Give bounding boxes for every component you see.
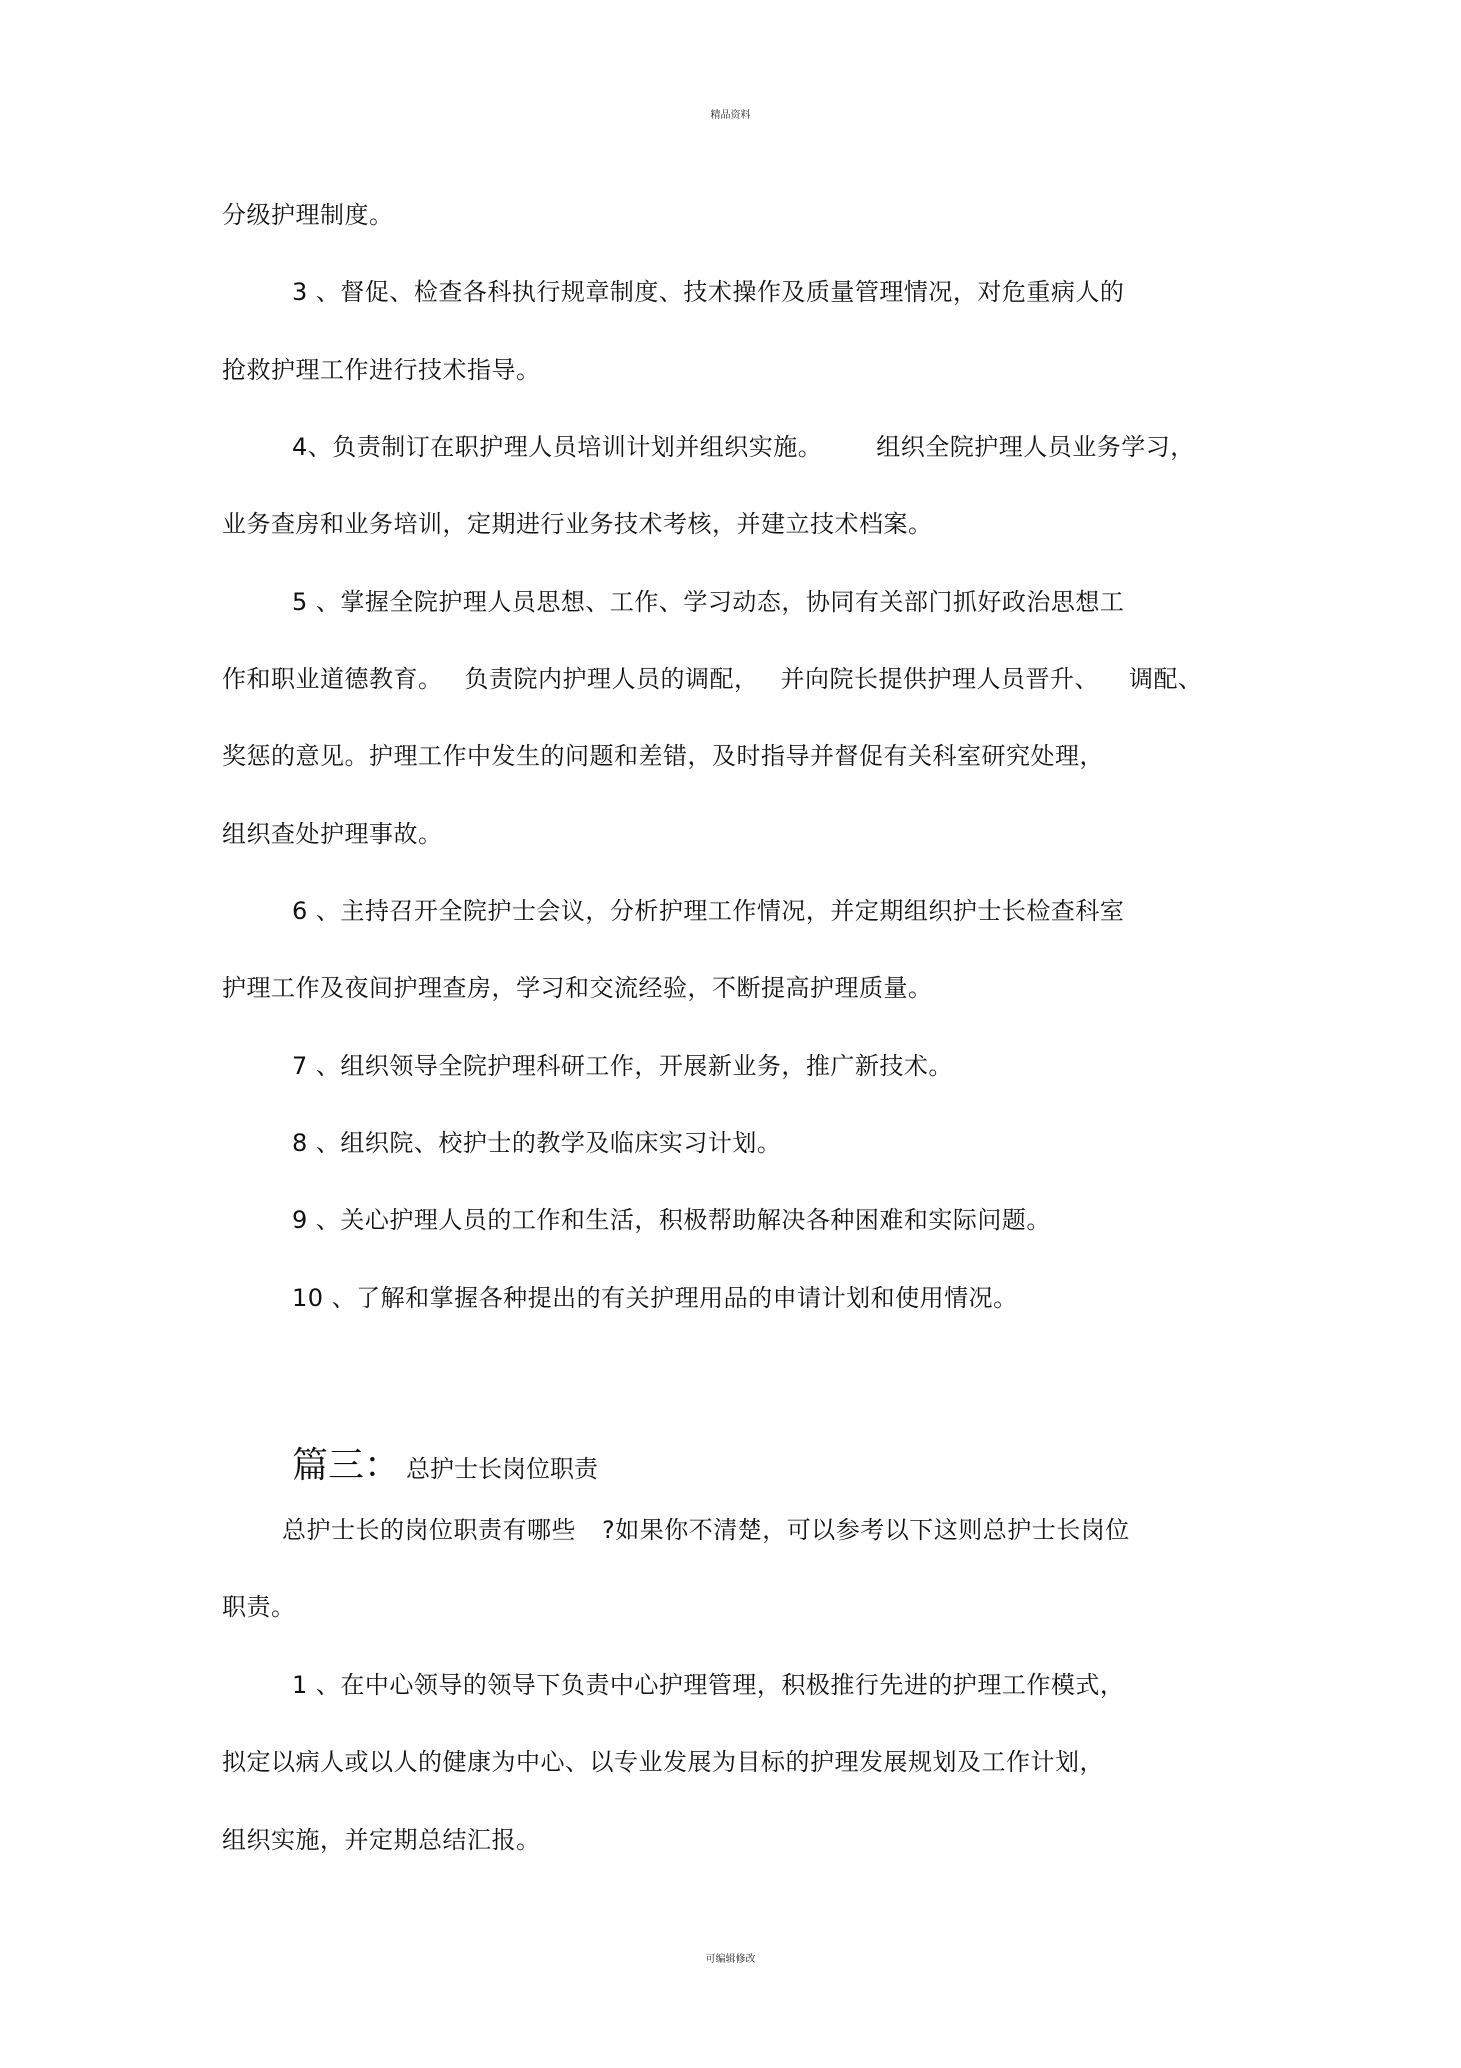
text-segment: 总护士长的岗位职责有哪些 (282, 1516, 576, 1544)
text-line: 组织查处护理事故。 (222, 820, 443, 848)
text-line: 7 、组织领导全院护理科研工作，开展新业务，推广新技术。 (292, 1052, 953, 1080)
text-line: 组织实施，并定期总结汇报。 (222, 1826, 541, 1854)
text-line: 护理工作及夜间护理查房，学习和交流经验，不断提高护理质量。 (222, 974, 933, 1002)
text-segment: 调配、 (1129, 665, 1203, 693)
text-segment: 组织全院护理人员业务学习， (876, 433, 1195, 461)
text-segment: ?如果你不清楚，可以参考以下这则总护士长岗位 (602, 1516, 1130, 1544)
text-line: 职责。 (222, 1593, 296, 1621)
text-segment: 负责院内护理人员的调配， (464, 665, 759, 693)
text-line: 1 、在中心领导的领导下负责中心护理管理，积极推行先进的护理工作模式， (292, 1671, 1125, 1699)
text-line: 分级护理制度。 (222, 201, 394, 229)
page-header: 精品资料 (710, 110, 751, 121)
section-label: 篇三： (292, 1445, 401, 1486)
text-line (282, 1515, 1130, 1545)
page-footer: 可编辑修改 (705, 1954, 756, 1965)
text-line: 拟定以病人或以人的健康为中心、以专业发展为目标的护理发展规划及工作计划， (222, 1748, 1104, 1776)
text-line: 业务查房和业务培训，定期进行业务技术考核，并建立技术档案。 (222, 510, 933, 538)
text-line: 3 、督促、检查各科执行规章制度、技术操作及质量管理情况，对危重病人的 (292, 278, 1125, 306)
text-line: 9 、关心护理人员的工作和生活，积极帮助解决各种困难和实际问题。 (292, 1206, 1051, 1234)
text-line (292, 432, 1195, 462)
section-heading (292, 1446, 598, 1489)
section-title: 总护士长岗位职责 (406, 1455, 599, 1483)
text-segment: 4、负责制订在职护理人员培训计划并组织实施。 (292, 433, 823, 461)
text-segment: 并向院长提供护理人员晋升、 (780, 665, 1099, 693)
text-line: 10 、了解和掌握各种提出的有关护理用品的申请计划和使用情况。 (292, 1284, 1018, 1312)
text-line: 6 、主持召开全院护士会议，分析护理工作情况，并定期组织护士长检查科室 (292, 897, 1125, 925)
text-line: 8 、组织院、校护士的教学及临床实习计划。 (292, 1129, 782, 1157)
text-line: 5 、掌握全院护理人员思想、工作、学习动态，协同有关部门抓好政治思想工 (292, 588, 1125, 616)
text-line: 奖惩的意见。护理工作中发生的问题和差错，及时指导并督促有关科室研究处理， (222, 742, 1104, 770)
text-segment: 作和职业道德教育。 (222, 665, 443, 693)
text-line: 抢救护理工作进行技术指导。 (222, 356, 541, 384)
text-line (222, 664, 1203, 694)
